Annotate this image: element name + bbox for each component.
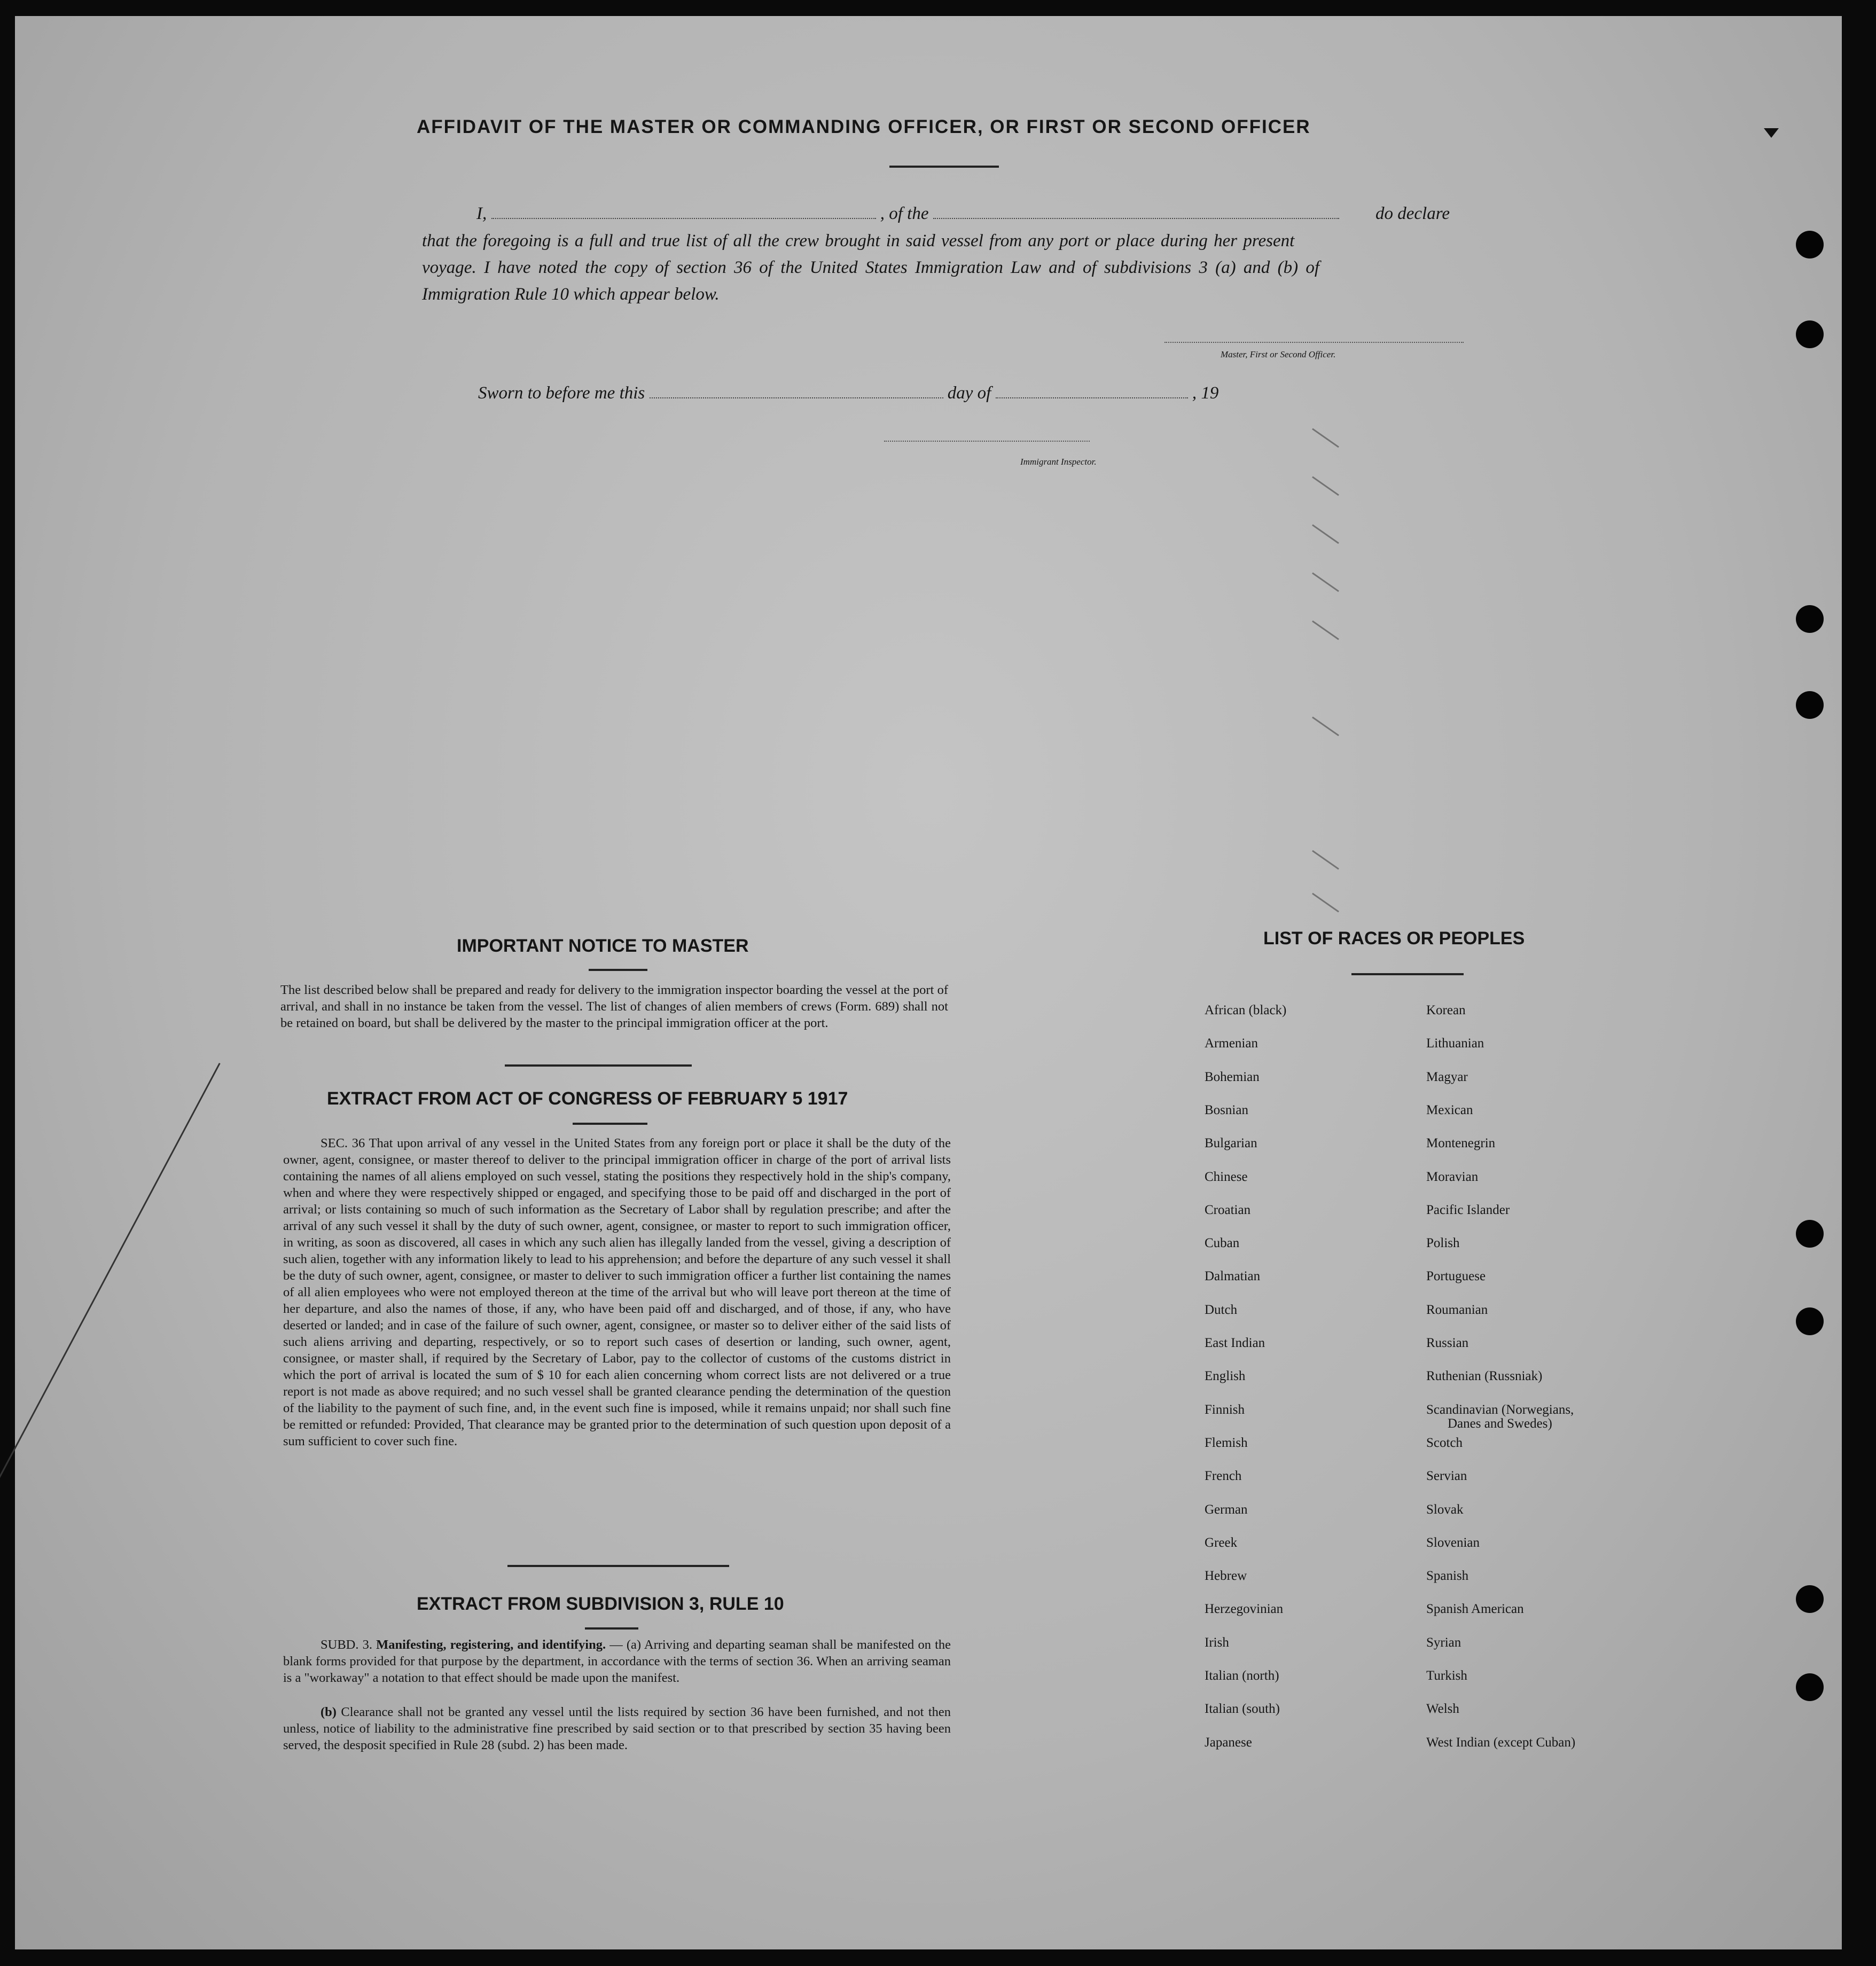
affidavit-line-2: that the foregoing is a full and true list of all the crew brought in said vessel from any port or place during her present: [422, 231, 1295, 250]
race-item: Hebrew: [1205, 1569, 1247, 1583]
officer-caption: Master, First or Second Officer.: [1221, 349, 1336, 359]
race-item: Servian: [1426, 1469, 1467, 1483]
inspector-signature-line[interactable]: [884, 441, 1090, 442]
year-prefix: , 19: [1192, 383, 1219, 403]
i-label: I,: [476, 204, 487, 223]
race-item: Flemish: [1205, 1436, 1248, 1450]
day-of-label: day of: [947, 383, 991, 403]
race-item: Roumanian: [1426, 1303, 1488, 1317]
race-item: West Indian (except Cuban): [1426, 1735, 1576, 1750]
binder-hole: [1796, 1585, 1824, 1613]
race-item: Spanish American: [1426, 1602, 1524, 1616]
race-item: Chinese: [1205, 1170, 1248, 1184]
act-title: EXTRACT FROM ACT OF CONGRESS OF FEBRUARY 5 1917: [327, 1088, 848, 1109]
race-item: Croatian: [1205, 1203, 1251, 1217]
binder-hole: [1796, 320, 1824, 348]
race-item: Cuban: [1205, 1236, 1240, 1250]
race-item: Pacific Islander: [1426, 1203, 1510, 1217]
affidavit-line-4: Immigration Rule 10 which appear below.: [422, 285, 720, 304]
race-item: Mexican: [1426, 1103, 1473, 1117]
race-item: Montenegrin: [1426, 1136, 1496, 1150]
binder-hole: [1796, 1307, 1824, 1335]
race-item: Turkish: [1426, 1669, 1467, 1683]
corner-arrow-mark: [1764, 128, 1779, 138]
race-item: East Indian: [1205, 1336, 1265, 1350]
binder-hole: [1796, 605, 1824, 633]
race-item: Dutch: [1205, 1303, 1238, 1317]
rule10-para-a: [283, 1636, 951, 1686]
race-item: German: [1205, 1502, 1248, 1517]
binder-hole: [1796, 1673, 1824, 1701]
race-item: Scandinavian (Norwegians,: [1426, 1403, 1574, 1417]
race-item: Italian (north): [1205, 1669, 1279, 1683]
rule10-para-b: [283, 1704, 951, 1753]
subd-b-label: (b): [321, 1705, 337, 1719]
race-item: Korean: [1426, 1003, 1466, 1017]
binder-hole: [1796, 1220, 1824, 1248]
race-item: Magyar: [1426, 1070, 1468, 1084]
race-item: Bohemian: [1205, 1070, 1260, 1084]
sworn-label: Sworn to before me this: [478, 383, 645, 403]
race-item: Syrian: [1426, 1635, 1461, 1650]
race-item: Slovenian: [1426, 1536, 1480, 1550]
race-item: Russian: [1426, 1336, 1469, 1350]
race-item: Bulgarian: [1205, 1136, 1257, 1150]
inspector-caption: Immigrant Inspector.: [1020, 457, 1097, 467]
races-divider: [1351, 973, 1464, 975]
race-item: Greek: [1205, 1536, 1238, 1550]
race-item: Danes and Swedes): [1448, 1416, 1552, 1431]
binder-hole: [1796, 231, 1824, 259]
races-title: LIST OF RACES OR PEOPLES: [1263, 928, 1525, 949]
race-item: Italian (south): [1205, 1702, 1280, 1716]
race-item: Armenian: [1205, 1036, 1258, 1051]
race-item: Finnish: [1205, 1403, 1245, 1417]
section-divider: [505, 1064, 692, 1067]
title-divider: [889, 166, 999, 168]
subd-heading: Manifesting, registering, and identifying.: [376, 1638, 606, 1652]
race-item: African (black): [1205, 1003, 1287, 1017]
act-divider: [573, 1123, 647, 1125]
race-item: Welsh: [1426, 1702, 1459, 1716]
race-item: Spanish: [1426, 1569, 1469, 1583]
race-item: Herzegovinian: [1205, 1602, 1284, 1616]
race-item: Bosnian: [1205, 1103, 1248, 1117]
race-item: English: [1205, 1369, 1246, 1383]
of-the-label: , of the: [880, 204, 929, 223]
rule10-title: EXTRACT FROM SUBDIVISION 3, RULE 10: [417, 1594, 784, 1614]
section-divider: [507, 1565, 729, 1567]
race-item: Japanese: [1205, 1735, 1252, 1750]
race-item: Scotch: [1426, 1436, 1463, 1450]
affidavit-title: AFFIDAVIT OF THE MASTER OR COMMANDING OFFICER, OR FIRST OR SECOND OFFICER: [417, 116, 1311, 137]
notice-divider: [589, 969, 647, 971]
race-item: Irish: [1205, 1635, 1229, 1650]
sworn-line: [478, 383, 1218, 403]
race-item: Slovak: [1426, 1502, 1464, 1517]
affidavit-line-3: voyage. I have noted the copy of section 36 of the United States Immigration Law and of subdivisions 3 (a) and (b) of: [422, 258, 1320, 277]
name-field[interactable]: [491, 204, 876, 219]
race-item: French: [1205, 1469, 1242, 1483]
subd-prefix: SUBD. 3.: [321, 1638, 372, 1652]
act-text: SEC. 36 That upon arrival of any vessel in the United States from any foreign port or place it shall be the duty of the owner, agent, consignee, or master thereof to deliver to the principal immigration officer in charge of the port of arrival lists containing the names of all aliens employed on such vessel, stating the positions they respectively hold in the ship's company, when and where they were respectively shipped or engaged, and specifying those to be paid off and discharged in the port of arrival; or lists containing so much of such information as the Secretary of Labor shall by regulation prescribe; and after the arrival of any such vessel it shall by the duty of such owner, agent, consignee, or master to report to such immigration officer, in writing, as soon as discovered, all cases in which any such alien has illegally landed from the vessel, giving a description of such alien, together with any information likely to lead to his apprehension; and before the departure of any such vessel it shall be the duty of such owner, agent, consignee, or master to deliver to such immigration officer a further list containing the names of all alien employees who were not employed thereon at the time of the arrival but who will leave port thereon at the time of her departure, and also the names of those, if any, who have been paid off and discharged, and of those, if any, who have deserted or landed; and in case of the failure of such owner, agent, consignee, or master so to deliver either of the said lists of such aliens arriving and departing, respectively, or so to report such cases of desertion or landing, such owner, agent, consignee, or master shall, if required by the Secretary of Labor, pay to the collector of customs of the customs district in which the port of arrival is located the sum of $ 10 for each alien concerning whom correct lists are not delivered or a true report is not made as above required; and no such vessel shall be granted clearance pending the determination of the question of the liability to the payment of such fine, and, in the event such fine is imposed, while it remains unpaid; nor shall such fine be remitted or refunded: Provided, That clearance may be granted prior to the determination of such question upon deposit of a sum sufficient to cover such fine.: [283, 1136, 951, 1448]
subd-a-text: — (a) Arriving and departing seaman shall be manifested on the blank forms provided for that purpose by the department, in accordance with the terms of section 36. When an arriving seaman is a "workaway" a notation to that effect should be made upon the manifest.: [283, 1638, 951, 1685]
binder-hole: [1796, 691, 1824, 719]
affidavit-line-1: [476, 204, 1339, 224]
subd-b-text: Clearance shall not be granted any vessel until the lists required by section 36 have been furnished, and not then unless, notice of liability to the administrative fine prescribed by said section or to that prescribed by section 35 having been served, the desposit specified in Rule 28 (subd. 2) has been made.: [283, 1705, 951, 1752]
do-declare: do declare: [1375, 204, 1450, 223]
notice-title: IMPORTANT NOTICE TO MASTER: [457, 936, 749, 956]
race-item: Portuguese: [1426, 1269, 1486, 1283]
sworn-day-field[interactable]: [650, 383, 943, 398]
vessel-field[interactable]: [933, 204, 1339, 219]
rule10-divider: [585, 1627, 638, 1630]
officer-signature-line[interactable]: [1164, 342, 1464, 343]
race-item: Ruthenian (Russniak): [1426, 1369, 1543, 1383]
race-item: Polish: [1426, 1236, 1460, 1250]
sworn-month-field[interactable]: [996, 383, 1188, 398]
notice-text: The list described below shall be prepared and ready for delivery to the immigration inspector boarding the vessel at the port of arrival, and shall in no instance be taken from the vessel. The list of changes of alien members of crews (Form. 689) shall not be retained on board, but shall be delivered by the master to the principal immigration officer at the port.: [280, 983, 948, 1030]
race-item: Moravian: [1426, 1170, 1479, 1184]
race-item: Dalmatian: [1205, 1269, 1261, 1283]
race-item: Lithuanian: [1426, 1036, 1484, 1051]
